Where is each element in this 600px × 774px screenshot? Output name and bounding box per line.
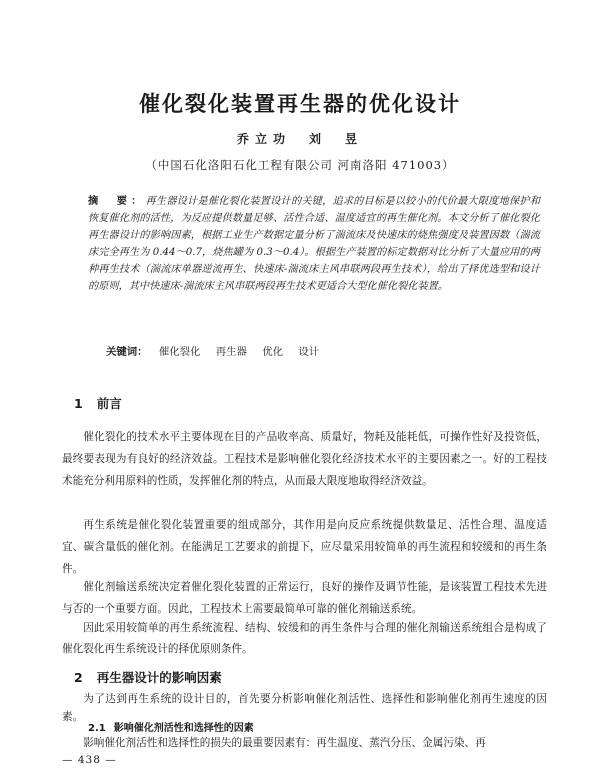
paragraph: 催化剂输送系统决定着催化裂化装置的正常运行，良好的操作及调节性能，是该装置工程技术先进与否的一个重要方面。因此，工程技术上需要最简单可靠的催化剂输送系统。 bbox=[62, 581, 547, 615]
authors: 乔立功 刘 昱 bbox=[236, 132, 363, 146]
paragraph: 为了达到再生系统的设计目的，首先要分析影响催化剂活性、选择性和影响催化剂再生速度的因素。 bbox=[62, 693, 547, 723]
section-number: 2 bbox=[74, 670, 83, 685]
abstract-label: 摘 要： bbox=[88, 195, 146, 207]
keyword: 设计 bbox=[298, 346, 320, 358]
subsection-number: 2.1 bbox=[88, 723, 106, 734]
keyword: 优化 bbox=[262, 346, 284, 358]
section-number: 1 bbox=[74, 396, 83, 411]
paper-title: 催化裂化装置再生器的优化设计 bbox=[139, 92, 461, 116]
section-heading-2 bbox=[74, 668, 222, 686]
paragraph: 影响催化剂活性和选择性的损失的最重要因素有：再生温度、蒸汽分压、金属污染、再 bbox=[83, 737, 486, 749]
subsection-title: 影响催化剂活性和选择性的因素 bbox=[113, 723, 254, 734]
abstract-text: 再生器设计是催化裂化装置设计的关键，追求的目标是以较小的代价最大限度地保护和恢复催化剂的活性，为反应提供数量足够、活性合适、温度适宜的再生催化剂。本文分析了催化裂化再生器设计的影响因素，根据工业生产数据定量分析了湍流床及快速床的烧焦强度及装置因数（湍流床完全再生为 0.44～0.7，烧焦罐为 0.3～0.4）。根据生产装置的标定数据对比分析了大量应用的两种再生技术（湍流床单器逆流再生、快速床-湍流床主风串联两段再生技术），给出了择优选型和设计的原则，其中快速床-湍流床主风串联两段再生技术更适合大型化催化裂化装置。 bbox=[88, 196, 541, 293]
page-number: — 438 — bbox=[62, 754, 117, 766]
section-heading-1 bbox=[74, 394, 122, 412]
paragraph: 再生系统是催化裂化装置重要的组成部分，其作用是向反应系统提供数量足、活性合理、温度适宜、碳含量低的催化剂。在能满足工艺要求的前提下，应尽量采用较简单的再生流程和较缓和的再生条件。 bbox=[62, 519, 547, 575]
keyword: 催化裂化 bbox=[158, 346, 201, 358]
keywords-label: 关键词： bbox=[106, 346, 148, 358]
abstract bbox=[88, 193, 540, 296]
subsection-heading bbox=[88, 719, 254, 734]
keywords bbox=[106, 343, 546, 358]
keyword: 再生器 bbox=[215, 346, 247, 358]
paragraph: 因此采用较简单的再生系统流程、结构、较缓和的再生条件与合理的催化剂输送系统组合是构成了催化裂化再生系统设计的择优原则条件。 bbox=[62, 622, 547, 655]
affiliation: （中国石化洛阳石化工程有限公司 河南洛阳 471003） bbox=[145, 158, 455, 172]
section-title: 再生器设计的影响因素 bbox=[96, 670, 222, 685]
section-title: 前言 bbox=[96, 396, 122, 411]
paragraph: 催化裂化的技术水平主要体现在目的产品收率高、质量好，物耗及能耗低，可操作性好及投资低，最终要表现为有良好的经济效益。工程技术是影响催化裂化经济技术水平的主要因素之一。好的工程技术能充分利用原料的性质，发挥催化剂的特点，从而最大限度地取得经济效益。 bbox=[62, 431, 547, 487]
